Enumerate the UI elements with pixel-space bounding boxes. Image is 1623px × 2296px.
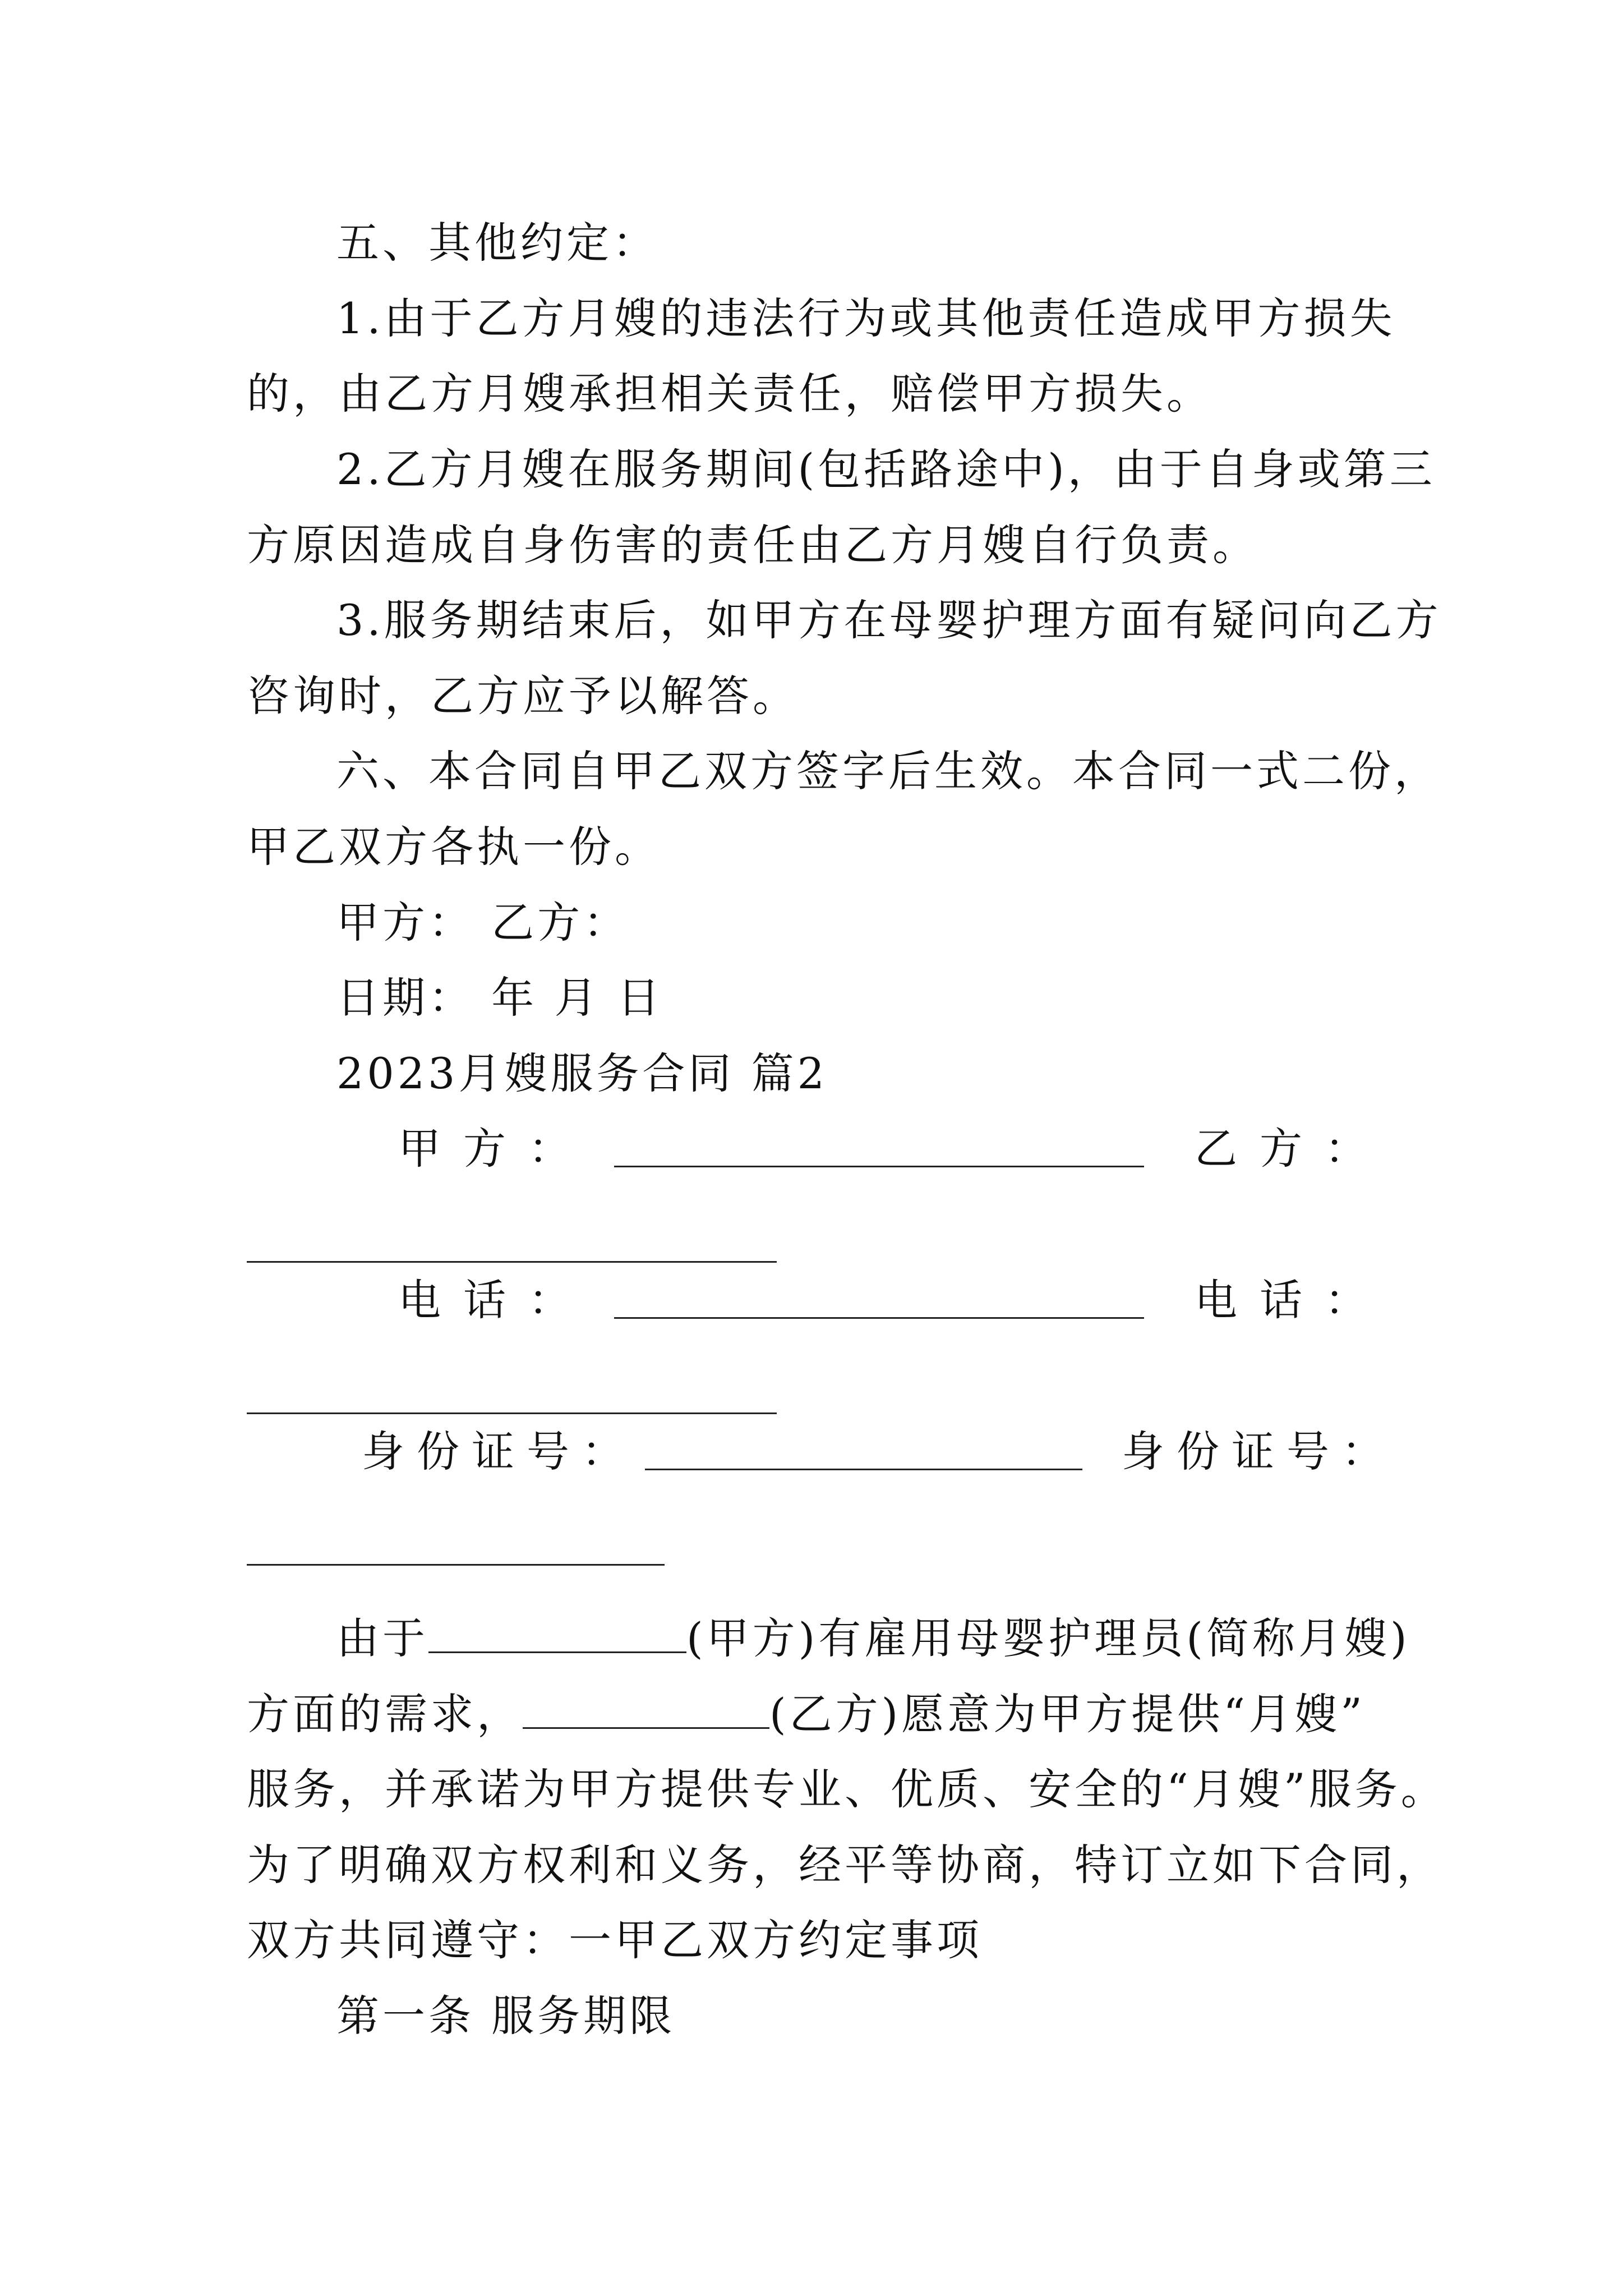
intro-line-2-end: (乙方)愿意为甲方提供“月嫂” <box>769 1689 1366 1739</box>
intro-line-2-start: 方面的需求， <box>247 1689 523 1739</box>
clause-1-line-2: 的，由乙方月嫂承担相关责任，赔偿甲方损失。 <box>247 369 1212 418</box>
contract-2-title: 2023月嫂服务合同 篇2 <box>336 1048 828 1098</box>
clause-3-line-1: 3.服务期结束后，如甲方在母婴护理方面有疑问向乙方 <box>336 595 1442 645</box>
party-b-blank <box>247 1261 777 1263</box>
date-line: 日期： 年 月 日 <box>336 973 663 1023</box>
party-a-blank <box>614 1166 1144 1167</box>
article-one-heading: 第一条 服务期限 <box>336 1991 676 2041</box>
party-b-label: 乙方： <box>1195 1124 1390 1174</box>
provider-blank <box>523 1688 769 1729</box>
intro-line-3: 服务，并承诺为甲方提供专业、优质、安全的“月嫂”服务。 <box>247 1764 1447 1814</box>
clause-3-line-2: 咨询时，乙方应予以解答。 <box>247 671 799 721</box>
intro-line-4: 为了明确双方权利和义务，经平等协商，特订立如下合同， <box>247 1840 1442 1890</box>
intro-line-1-start: 由于 <box>336 1613 428 1663</box>
id-a-blank <box>645 1469 1082 1470</box>
id-a-label: 身份证号： <box>362 1427 637 1476</box>
id-b-label: 身份证号： <box>1122 1427 1396 1476</box>
intro-line-1-end: (甲方)有雇用母婴护理员(简称月嫂) <box>686 1613 1410 1663</box>
intro-line-5: 双方共同遵守：一甲乙双方约定事项 <box>247 1915 983 1965</box>
signature-line: 甲方： 乙方： <box>336 898 630 947</box>
intro-line-2 <box>247 1686 1391 1742</box>
section-six-line-2: 甲乙双方各执一份。 <box>247 822 661 872</box>
employer-blank <box>428 1612 686 1653</box>
section-five-heading: 五、其他约定： <box>336 218 658 268</box>
id-b-blank <box>247 1564 665 1566</box>
clause-1-line-1: 1.由于乙方月嫂的违法行为或其他责任造成甲方损失 <box>336 293 1396 343</box>
section-six-line-1: 六、本合同自甲乙双方签字后生效。本合同一式二份， <box>336 746 1440 796</box>
clause-2-line-2: 方原因造成自身伤害的责任由乙方月嫂自行负责。 <box>247 520 1258 570</box>
phone-b-blank <box>247 1412 777 1414</box>
intro-line-1 <box>336 1611 1481 1667</box>
phone-a-label: 电话： <box>398 1275 593 1325</box>
phone-b-label: 电话： <box>1195 1275 1390 1325</box>
phone-a-blank <box>614 1317 1144 1319</box>
party-a-label: 甲方： <box>398 1124 593 1174</box>
clause-2-line-1: 2.乙方月嫂在服务期间(包括路途中)，由于自身或第三 <box>336 444 1436 494</box>
